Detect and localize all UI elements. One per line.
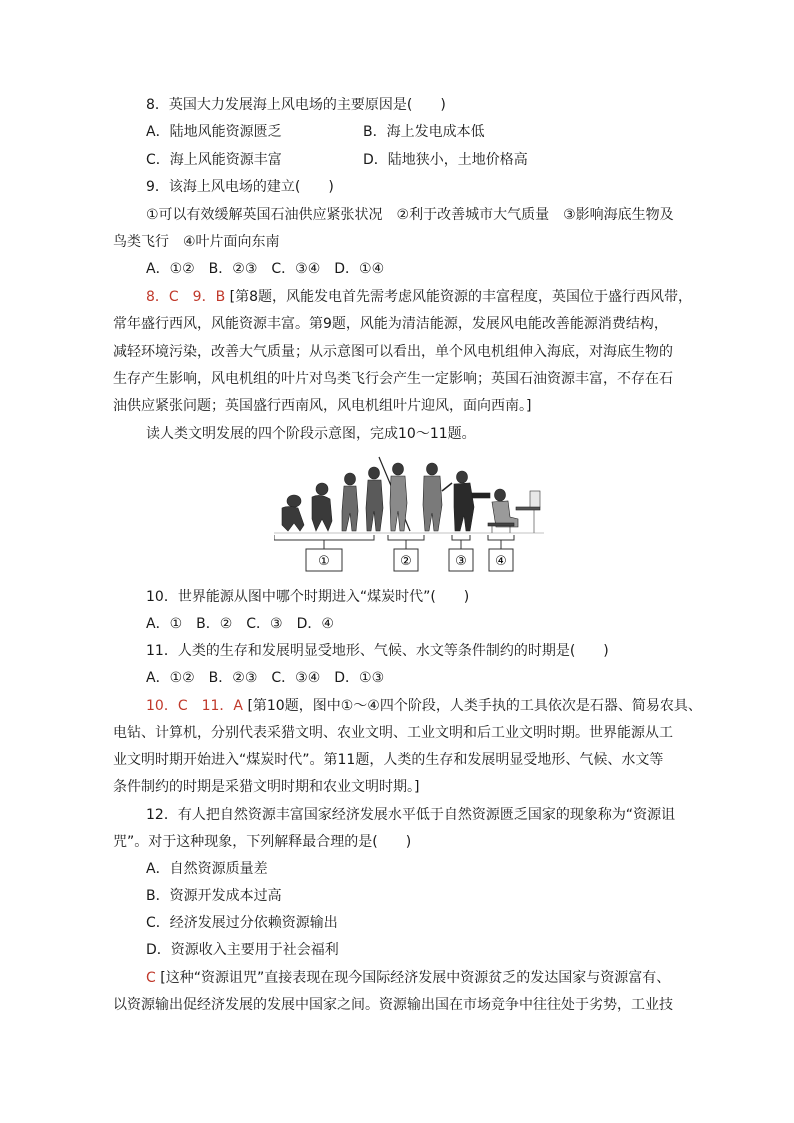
question-9-stem: 9．该海上风电场的建立( ) — [146, 179, 334, 195]
silhouette-figures — [282, 457, 540, 533]
answer-8-9 — [146, 287, 692, 307]
q10-options: A．① B．② C．③ D．④ — [146, 616, 334, 632]
question-11-stem: 11．人类的生存和发展明显受地形、气候、水文等条件制约的时期是( ) — [146, 643, 609, 659]
explanation-line: 常年盛行西风，风能资源丰富。第9题，风能为清洁能源，发展风电能改善能源消费结构， — [113, 316, 668, 332]
civilization-stages-figure — [274, 453, 554, 578]
q9-body-line-1: ①可以有效缓解英国石油供应紧张状况 ②利于改善城市大气质量 ③影响海底生物及 — [146, 207, 674, 223]
q9-options: A．①② B．②③ C．③④ D．①④ — [146, 261, 385, 277]
q12-option-d: D．资源收入主要用于社会福利 — [146, 942, 339, 958]
q8-option-b: B．海上发电成本低 — [363, 124, 485, 140]
explanation-line: [第8题，风能发电首先需考虑风能资源的丰富程度，英国位于盛行西风带， — [229, 289, 693, 305]
q9-body-line-2: 鸟类飞行 ④叶片面向东南 — [113, 234, 280, 250]
explanation-line: 以资源输出促经济发展的发展中国家之间。资源输出国在市场竞争中往往处于劣势，工业技 — [113, 997, 673, 1013]
question-12-stem-line-1: 12．有人把自然资源丰富国家经济发展水平低于自然资源匮乏国家的现象称为“资源诅 — [146, 807, 676, 823]
stage-label-2: ② — [400, 554, 412, 569]
explanation-line: 电钻、计算机，分别代表采猎文明、农业文明、工业文明和后工业文明时期。世界能源从工 — [113, 725, 673, 741]
q8-option-d: D．陆地狭小，土地价格高 — [363, 152, 528, 168]
explanation-line: 条件制约的时期是采猎文明时期和农业文明时期。] — [113, 779, 420, 795]
answer-10-11 — [146, 696, 702, 716]
explanation-line: 生存产生影响，风电机组的叶片对鸟类飞行会产生一定影响；英国石油资源丰富，不存在石 — [113, 371, 673, 387]
q12-option-c: C．经济发展过分依赖资源输出 — [146, 915, 338, 931]
q12-option-b: B．资源开发成本过高 — [146, 888, 282, 904]
question-8-stem: 8．英国大力发展海上风电场的主要原因是( ) — [146, 97, 446, 113]
answer-12 — [146, 968, 670, 988]
q8-option-a: A．陆地风能资源匮乏 — [146, 124, 282, 140]
explanation-line: 油供应紧张问题；英国盛行西南风，风电机组叶片迎风，面向西南。] — [113, 398, 532, 414]
stage-label-3: ③ — [455, 554, 467, 569]
question-12-stem-line-2: 咒”。对于这种现象，下列解释最合理的是( ) — [113, 834, 412, 850]
answer-label: 8．C 9．B — [146, 289, 226, 305]
explanation-line: 减轻环境污染，改善大气质量；从示意图可以看出，单个风电机组伸入海底，对海底生物的 — [113, 344, 673, 360]
section-intro: 读人类文明发展的四个阶段示意图，完成10～11题。 — [146, 426, 476, 442]
answer-label: C — [146, 970, 156, 986]
answer-label: 10．C 11．A — [146, 698, 243, 714]
explanation-line: [第10题，图中①～④四个阶段，人类手执的工具依次是石器、简易农具、 — [247, 698, 702, 714]
explanation-line: [这种“资源诅咒”直接表现在现今国际经济发展中资源贫乏的发达国家与资源富有、 — [160, 970, 671, 986]
stage-brackets — [274, 535, 514, 549]
explanation-line: 业文明时期开始进入“煤炭时代”。第11题，人类的生存和发展明显受地形、气候、水文等 — [113, 752, 664, 768]
q8-option-c: C．海上风能资源丰富 — [146, 152, 282, 168]
q11-options: A．①② B．②③ C．③④ D．①③ — [146, 670, 385, 686]
stage-label-1: ① — [318, 554, 330, 569]
q12-option-a: A．自然资源质量差 — [146, 861, 268, 877]
question-10-stem: 10．世界能源从图中哪个时期进入“煤炭时代”( ) — [146, 589, 470, 605]
stage-label-4: ④ — [495, 554, 507, 569]
